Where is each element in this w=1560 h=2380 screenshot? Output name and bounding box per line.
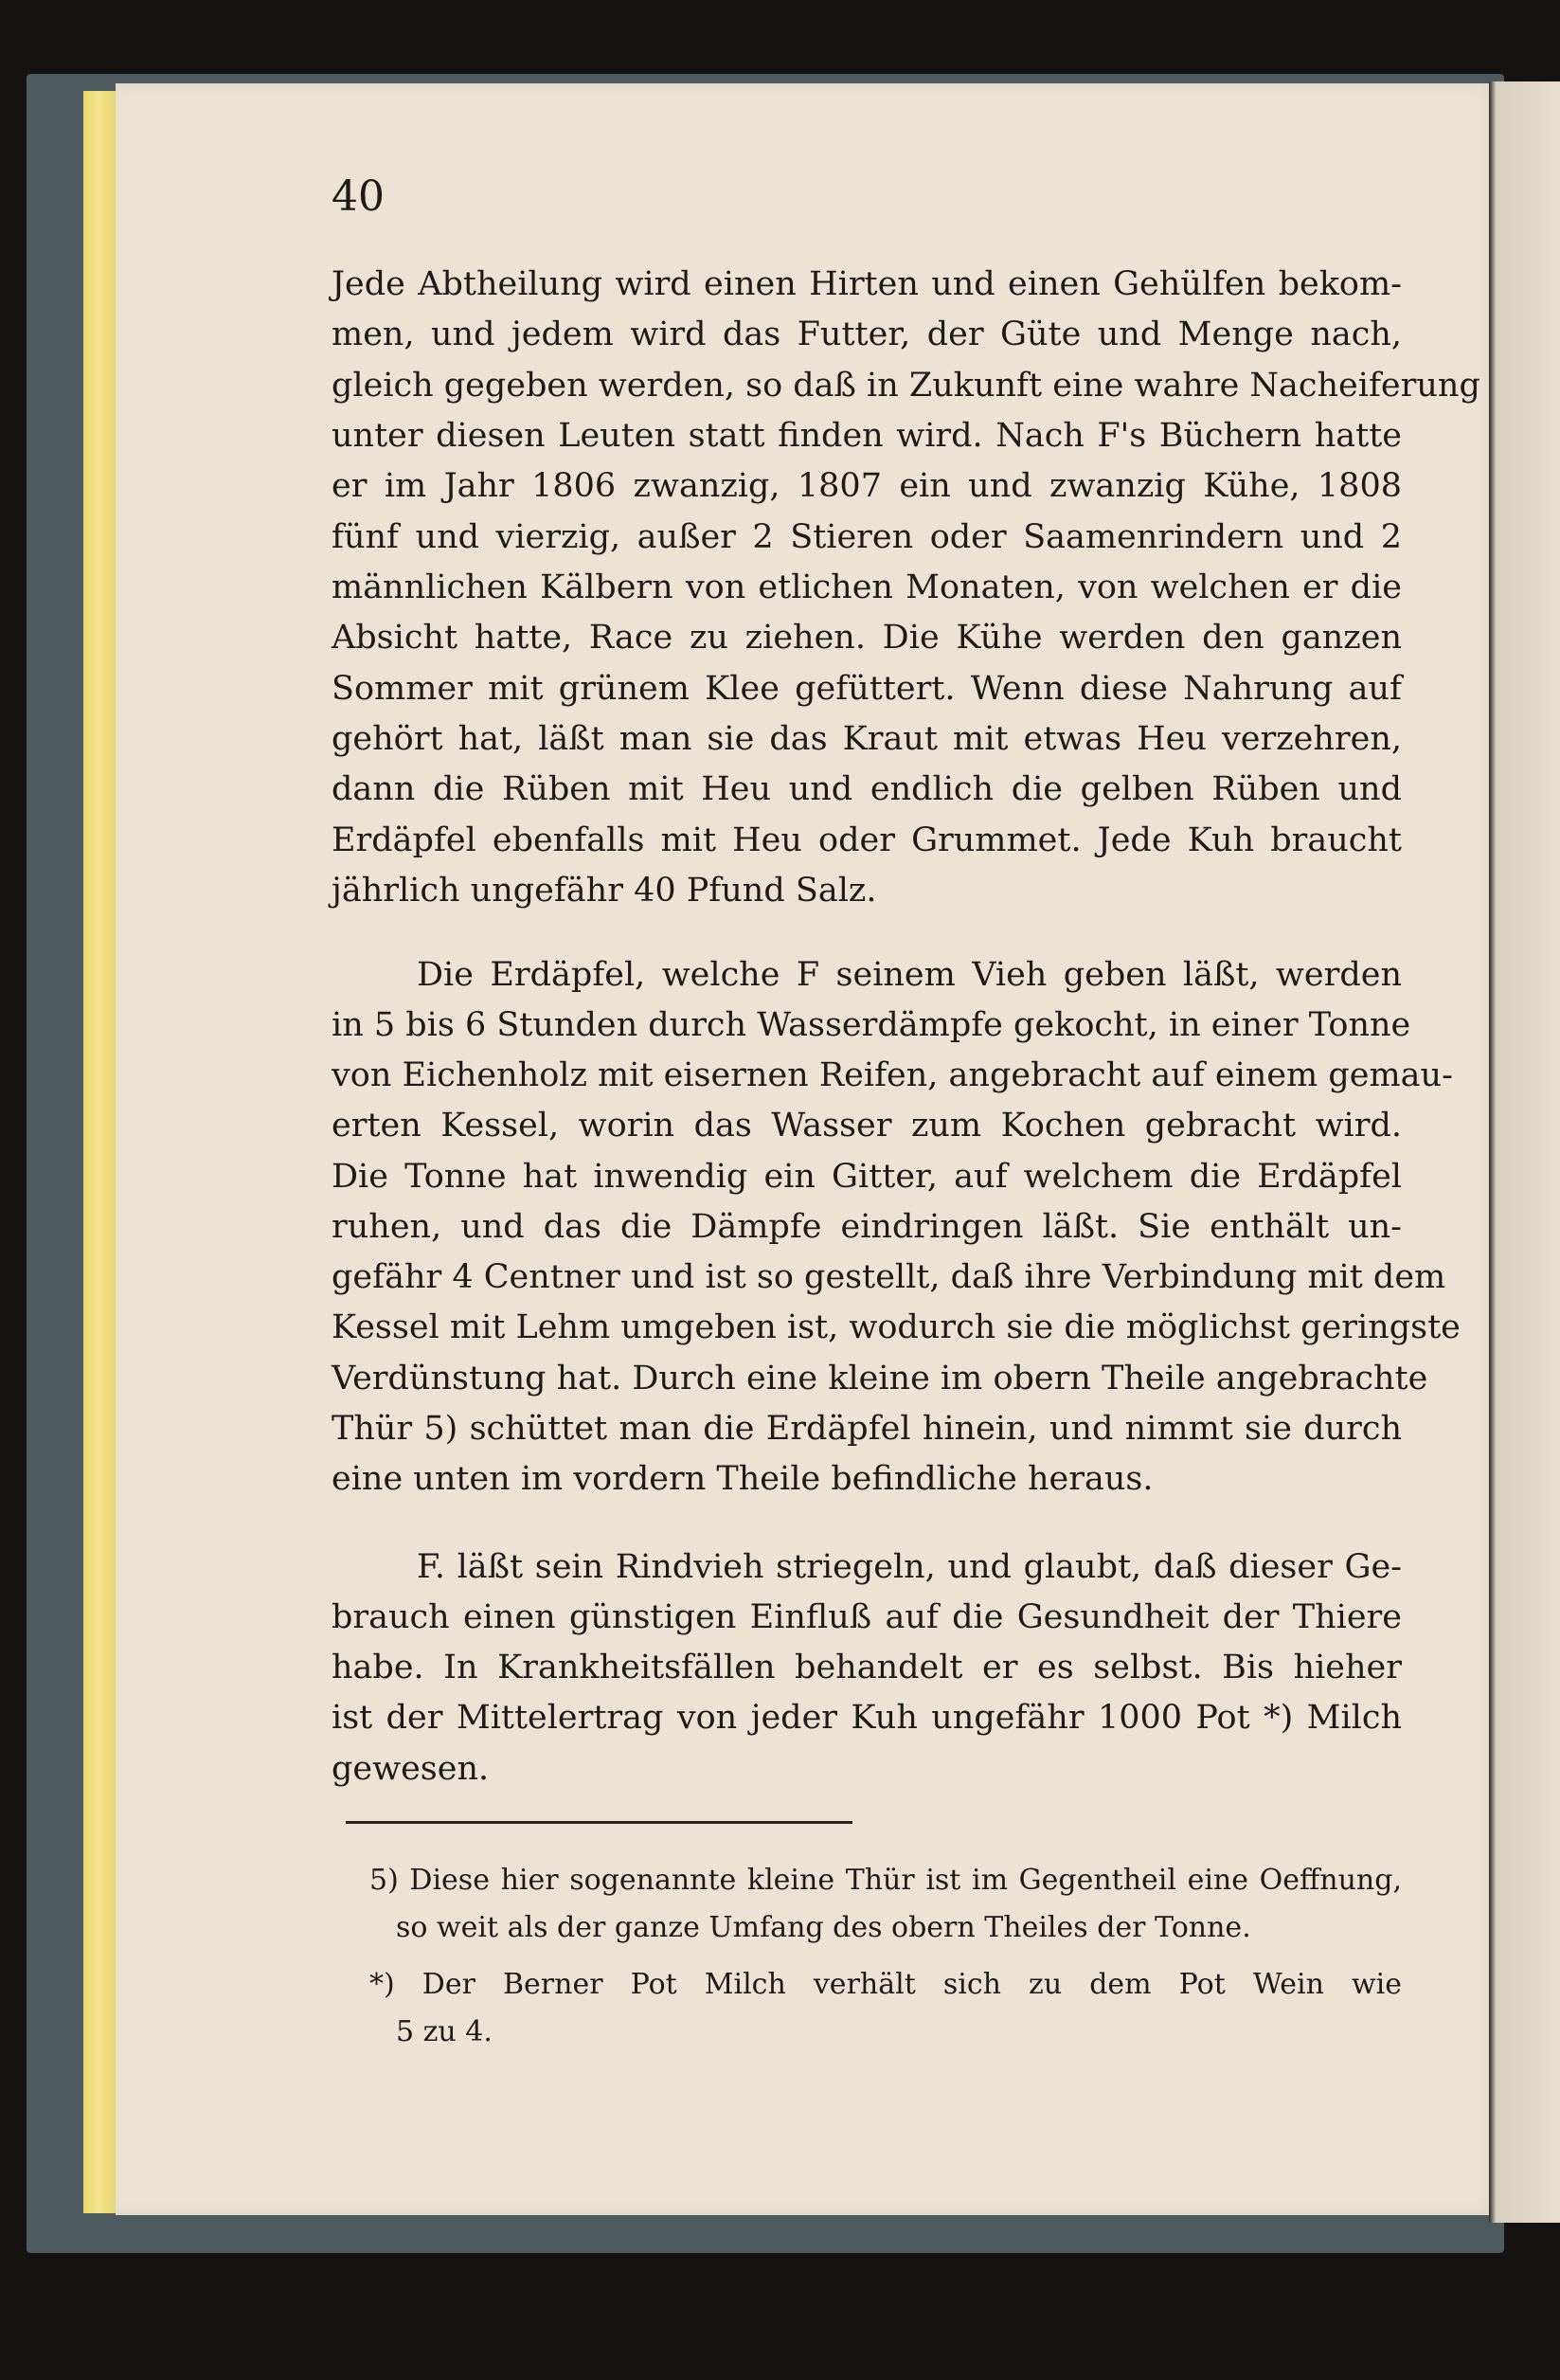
text-line: gleich gegeben werden, so daß in Zukunft eine wahre Nacheiferung <box>332 367 1480 405</box>
text-line: von Eichenholz mit eisernen Reifen, angebracht auf einem gemau- <box>332 1056 1453 1094</box>
text-line: Thür 5) schüttet man die Erdäpfel hinein, und nimmt sie durch <box>332 1410 1402 1448</box>
text-line: Die Erdäpfel, welche F seinem Vieh geben läßt, werden <box>417 956 1402 994</box>
footnote-line: 5) Diese hier sogenannte kleine Thür ist im Gegentheil eine Oeffnung, <box>369 1864 1402 1897</box>
text-line: Absicht hatte, Race zu ziehen. Die Kühe werden den ganzen <box>332 619 1402 657</box>
text-line: gewesen. <box>332 1750 490 1788</box>
page-number: 40 <box>332 172 385 221</box>
text-line: in 5 bis 6 Stunden durch Wasserdämpfe gekocht, in einer Tonne <box>332 1006 1411 1044</box>
text-line: men, und jedem wird das Futter, der Güte und Menge nach, <box>332 316 1402 353</box>
footnote-line: so weit als der ganze Umfang des obern Theiles der Tonne. <box>396 1911 1251 1944</box>
text-line: unter diesen Leuten statt finden wird. Nach F's Büchern hatte <box>332 417 1402 455</box>
text-line: eine unten im vordern Theile befindliche heraus. <box>332 1460 1154 1498</box>
text-line: ruhen, und das die Dämpfe eindringen läßt. Sie enthält un- <box>332 1208 1402 1246</box>
text-line: Erdäpfel ebenfalls mit Heu oder Grummet. Jede Kuh braucht <box>332 821 1402 859</box>
text-line: Jede Abtheilung wird einen Hirten und einen Gehülfen bekom- <box>332 265 1402 303</box>
footnote-line: 5 zu 4. <box>396 2015 493 2048</box>
text-line: F. läßt sein Rindvieh striegeln, und glaubt, daß dieser Ge- <box>417 1548 1402 1586</box>
text-line: erten Kessel, worin das Wasser zum Kochen gebracht wird. <box>332 1107 1402 1145</box>
text-line: dann die Rüben mit Heu und endlich die gelben Rüben und <box>332 770 1402 808</box>
text-line: habe. In Krankheitsfällen behandelt er es selbst. Bis hieher <box>332 1649 1402 1686</box>
text-line: Verdünstung hat. Durch eine kleine im obern Theile angebrachte <box>332 1360 1428 1397</box>
text-line: gehört hat, läßt man sie das Kraut mit etwas Heu verzehren, <box>332 720 1402 758</box>
text-line: jährlich ungefähr 40 Pfund Salz. <box>332 872 877 910</box>
text-line: männlichen Kälbern von etlichen Monaten, von welchen er die <box>332 568 1402 606</box>
text-line: ist der Mittelertrag von jeder Kuh ungefähr 1000 Pot *) Milch <box>332 1699 1402 1737</box>
text-line: brauch einen günstigen Einfluß auf die Gesundheit der Thiere <box>332 1598 1402 1636</box>
text-line: fünf und vierzig, außer 2 Stieren oder Saamenrindern und 2 <box>332 518 1402 556</box>
text-line: Die Tonne hat inwendig ein Gitter, auf welchem die Erdäpfel <box>332 1158 1402 1196</box>
text-line: er im Jahr 1806 zwanzig, 1807 ein und zwanzig Kühe, 1808 <box>332 467 1402 505</box>
footnote-rule <box>346 1821 852 1824</box>
text-line: Kessel mit Lehm umgeben ist, wodurch sie die möglichst geringste <box>332 1308 1461 1346</box>
text-line: gefähr 4 Centner und ist so gestellt, daß ihre Verbindung mit dem <box>332 1258 1446 1296</box>
text-line: Sommer mit grünem Klee gefüttert. Wenn diese Nahrung auf <box>332 670 1402 708</box>
facing-page-edge <box>1489 81 1560 2223</box>
footnote-line: *) Der Berner Pot Milch verhält sich zu dem Pot Wein wie <box>369 1968 1402 2001</box>
